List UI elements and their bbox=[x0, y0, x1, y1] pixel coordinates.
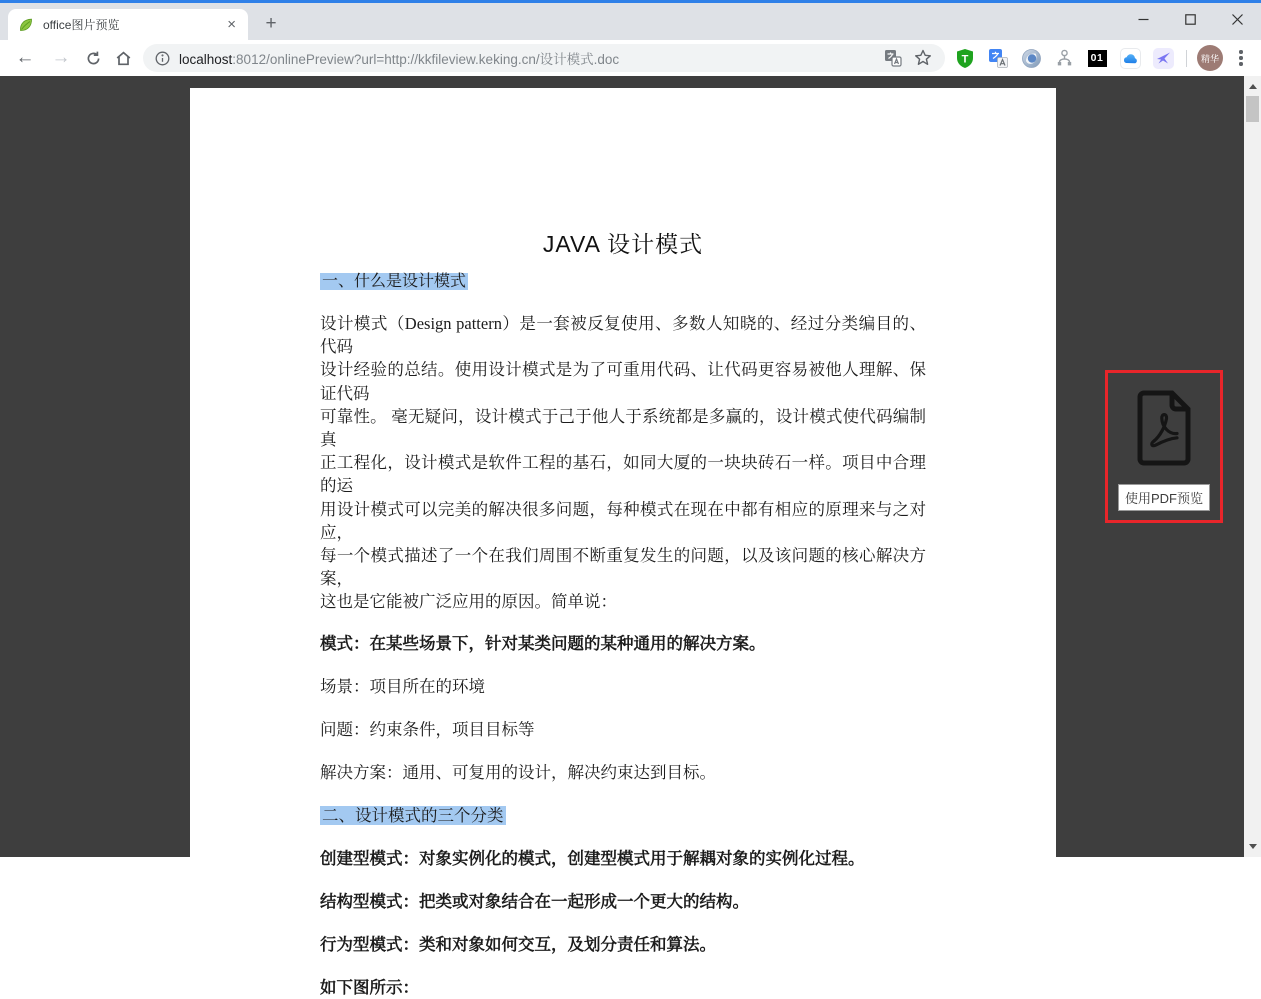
paragraph-intro bbox=[320, 312, 926, 614]
url-text[interactable] bbox=[179, 48, 873, 68]
section-heading-1: 一、什么是设计模式 bbox=[322, 273, 467, 290]
doc-line: 正工程化，设计模式是软件工程的基石，如同大厦的一块块砖石一样。项目中合理的运 bbox=[320, 453, 926, 496]
tab-bar bbox=[0, 3, 1261, 40]
bird-extension-icon[interactable] bbox=[1152, 47, 1174, 69]
scroll-down-icon bbox=[1249, 844, 1257, 849]
scrollbar[interactable] bbox=[1244, 76, 1261, 857]
reload-icon bbox=[85, 50, 102, 67]
scroll-up-icon bbox=[1249, 84, 1257, 89]
pdf-preview-button[interactable] bbox=[1105, 370, 1223, 523]
page-translate-icon[interactable] bbox=[883, 48, 903, 68]
doc-line-behavioral: 行为型模式：类和对象如何交互，及划分责任和算法。 bbox=[320, 934, 716, 954]
minimize-icon bbox=[1138, 14, 1149, 25]
doc-line-structural: 结构型模式：把类或对象结合在一起形成一个更大的结构。 bbox=[320, 891, 749, 911]
toolbar-separator bbox=[1186, 50, 1187, 67]
doc-line: 设计经验的总结。使用设计模式是为了可重用代码、让代码更容易被他人理解、保证代码 bbox=[320, 360, 926, 403]
doc-line: 设计模式（Design pattern）是一套被反复使用、多数人知晓的、经过分类编目的、代码 bbox=[320, 314, 926, 357]
badge-01-extension[interactable]: 01 bbox=[1086, 47, 1108, 69]
close-icon bbox=[1232, 14, 1243, 25]
swirl-circle-extension-icon[interactable] bbox=[1020, 47, 1042, 69]
home-button[interactable] bbox=[110, 45, 136, 71]
scroll-down-button[interactable] bbox=[1244, 838, 1261, 855]
tab-title: office图片预览 bbox=[43, 18, 120, 32]
spring-leaf-favicon-icon bbox=[18, 17, 34, 33]
shield-extension-icon[interactable] bbox=[954, 47, 976, 69]
info-icon[interactable] bbox=[155, 51, 170, 66]
tab-close-icon[interactable]: × bbox=[227, 16, 236, 33]
content-area bbox=[0, 76, 1261, 997]
cloud-extension-icon[interactable] bbox=[1119, 47, 1141, 69]
browser-toolbar bbox=[0, 40, 1261, 76]
doc-title: JAVA 设计模式 bbox=[542, 231, 704, 257]
doc-line-problem: 问题：约束条件，项目目标等 bbox=[320, 719, 535, 739]
url-path: :8012/onlinePreview?url=http://kkfileview.keking.cn/设计模式.doc bbox=[232, 52, 620, 67]
doc-line-creational: 创建型模式：对象实例化的模式，创建型模式用于解耦对象的实例化过程。 bbox=[320, 848, 865, 868]
pdf-file-icon bbox=[1108, 389, 1220, 476]
forward-button[interactable]: → bbox=[51, 47, 71, 68]
sitemap-extension-icon[interactable] bbox=[1053, 47, 1075, 69]
doc-line-mode: 模式：在某些场景下，针对某类问题的某种通用的解决方案。 bbox=[320, 633, 766, 653]
close-button[interactable] bbox=[1214, 3, 1261, 36]
doc-line: 这也是它能被广泛应用的原因。简单说： bbox=[320, 592, 617, 612]
doc-line-scene: 场景：项目所在的环境 bbox=[320, 676, 485, 696]
document-body bbox=[190, 88, 1056, 999]
menu-dots-icon[interactable] bbox=[1232, 47, 1250, 69]
doc-line-solution: 解决方案：通用、可复用的设计，解决约束达到目标。 bbox=[320, 762, 716, 782]
scroll-thumb[interactable] bbox=[1246, 96, 1259, 122]
reload-button[interactable] bbox=[80, 45, 106, 71]
omnibox[interactable] bbox=[143, 44, 945, 72]
bookmark-star-icon[interactable] bbox=[913, 48, 933, 68]
minimize-button[interactable] bbox=[1120, 3, 1167, 36]
document-page bbox=[190, 88, 1056, 997]
home-icon bbox=[115, 50, 132, 67]
section-heading-2: 二、设计模式的三个分类 bbox=[322, 805, 504, 825]
doc-line: 可靠性。 毫无疑问，设计模式于己于他人于系统都是多赢的，设计模式使代码编制真 bbox=[320, 406, 926, 450]
new-tab-button[interactable]: + bbox=[265, 13, 277, 34]
window-controls bbox=[1120, 3, 1261, 36]
scroll-up-button[interactable] bbox=[1244, 78, 1261, 95]
maximize-icon bbox=[1185, 14, 1196, 25]
url-host: localhost bbox=[179, 52, 233, 67]
svg-text:T: T bbox=[961, 53, 969, 65]
browser-tab[interactable] bbox=[8, 9, 248, 40]
extensions-row bbox=[954, 44, 1250, 72]
doc-line: 用设计模式可以完美的解决很多问题，每种模式在现在中都有相应的原理来与之对应， bbox=[320, 499, 926, 542]
doc-line-figure: 如下图所示： bbox=[320, 977, 419, 997]
maximize-button[interactable] bbox=[1167, 3, 1214, 36]
doc-line: 每一个模式描述了一个在我们周围不断重复发生的问题，以及该问题的核心解决方案， bbox=[320, 546, 926, 589]
back-button[interactable]: ← bbox=[15, 47, 35, 68]
pdf-preview-label[interactable]: 使用PDF预览 bbox=[1118, 484, 1210, 511]
profile-avatar[interactable]: 精华 bbox=[1197, 45, 1223, 71]
translate-extension-icon[interactable] bbox=[987, 47, 1009, 69]
